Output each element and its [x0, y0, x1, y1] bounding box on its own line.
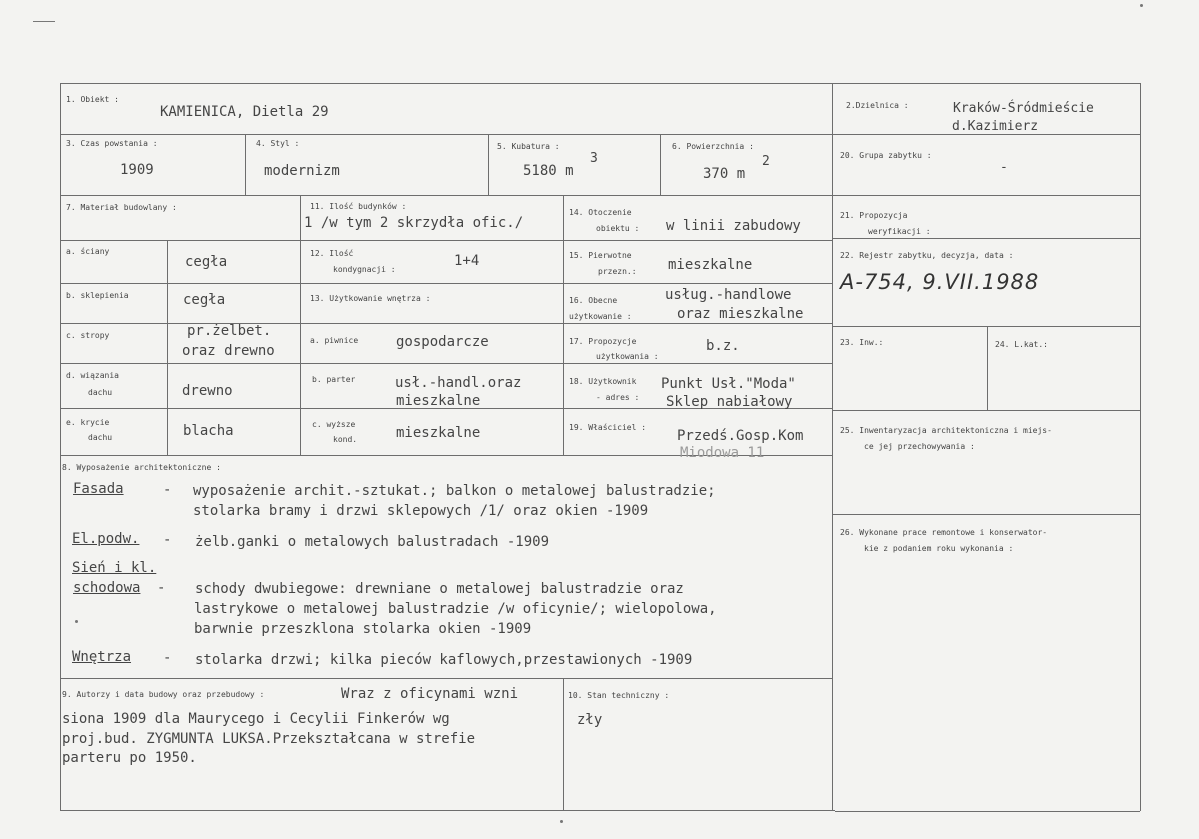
border-bottom	[60, 810, 835, 811]
field-26-label-line1: 26. Wykonane prace remontowe i konserwator-	[840, 528, 1048, 537]
field-25-label-line1: 25. Inwentaryzacja architektoniczna i miejs-	[840, 426, 1052, 435]
wnetrza-heading: Wnętrza	[72, 649, 132, 665]
field-25-label-line2: ce jej przechowywania :	[864, 442, 975, 451]
sien-heading-2: schodowa	[73, 580, 141, 596]
field-15-label1: 15. Pierwotne	[569, 251, 632, 260]
field-c-value-line2: oraz drewno	[182, 343, 275, 359]
border-top	[60, 83, 1140, 84]
field-26-label-line2: kie z podaniem roku wykonania :	[864, 544, 1014, 553]
field-17-label2: użytkowania :	[596, 352, 659, 361]
field-21-label2: weryfikacji :	[868, 227, 931, 236]
field-11-value: 1 /w tym 2 skrzydła ofic./	[304, 215, 524, 231]
el-podw-line1: żelb.ganki o metalowych balustradach -1909	[195, 534, 550, 550]
sien-line2: lastrykowe o metalowej balustradzie /w oficynie/; wielopolowa,	[194, 601, 717, 617]
vline-r2-b	[488, 134, 489, 195]
field-d-value: drewno	[182, 383, 233, 399]
vline-9-10	[563, 678, 564, 810]
field-22-label: 22. Rejestr zabytku, decyzja, data :	[840, 251, 1014, 260]
vline-23-24	[987, 326, 988, 410]
field-5-value: 5180 m	[523, 163, 574, 179]
el-podw-heading: El.podw.	[72, 531, 140, 547]
field-18-label1: 18. Użytkownik	[569, 377, 637, 386]
wnetrza-line1: stolarka drzwi; kilka pieców kaflowych,przestawionych -1909	[195, 652, 693, 668]
field-14-value: w linii zabudowy	[666, 218, 801, 234]
field-18-value-line2: Sklep nabiałowy	[666, 394, 793, 410]
field-9-line3: proj.bud. ZYGMUNTA LUKSA.Przekształcana w strefie	[62, 731, 476, 747]
field-c2-label1: c. wyższe	[312, 420, 356, 429]
field-6-value: 370 m	[703, 166, 746, 182]
field-b-value: cegła	[183, 292, 226, 308]
field-23-label: 23. Inw.:	[840, 338, 884, 347]
field-19-value-line1: Przedś.Gosp.Kom	[677, 428, 804, 444]
field-22-handwritten-value: A-754, 9.VII.1988	[840, 270, 1040, 294]
right-column-divider	[832, 83, 833, 811]
sien-heading-1: Sień i kl.	[72, 560, 157, 576]
border-left	[60, 83, 61, 811]
field-20-value: -	[1000, 160, 1008, 175]
field-12-value: 1+4	[454, 253, 480, 269]
field-a2-label: a. piwnice	[310, 336, 359, 345]
field-9-line2: siona 1909 dla Maurycego i Cecylii Finkerów wg	[62, 711, 450, 727]
field-20-label: 20. Grupa zabytku :	[840, 151, 932, 160]
row-line-5	[60, 323, 832, 324]
wnetrza-dash: -	[163, 650, 172, 666]
field-e-label2: dachu	[88, 433, 113, 442]
field-2-label: 2.Dzielnica :	[846, 101, 909, 110]
field-15-value: mieszkalne	[668, 257, 753, 273]
field-12-label2: kondygnacji :	[333, 265, 396, 274]
field-b2-value-line2: mieszkalne	[396, 393, 481, 409]
field-24-label: 24. L.kat.:	[995, 340, 1048, 349]
field-6-label: 6. Powierzchnia :	[672, 142, 754, 151]
field-17-value: b.z.	[706, 338, 740, 354]
sien-line3: barwnie przeszklona stolarka okien -1909	[194, 621, 532, 637]
border-right	[1140, 83, 1141, 811]
field-4-value: modernizm	[264, 163, 340, 179]
field-5-label: 5. Kubatura :	[497, 142, 560, 151]
field-7-label: 7. Materiał budowlany :	[66, 203, 177, 212]
row-line-2	[60, 195, 1140, 196]
field-b2-value-line1: usł.-handl.oraz	[395, 375, 522, 391]
field-9-line4: parteru po 1950.	[62, 750, 197, 766]
field-10-label: 10. Stan techniczny :	[568, 691, 670, 700]
vline-r2-a	[245, 134, 246, 195]
field-a2-value: gospodarcze	[396, 334, 489, 350]
scan-speck	[1140, 4, 1143, 7]
vline-mid-1	[167, 240, 168, 455]
field-c2-value: mieszkalne	[396, 425, 481, 441]
field-17-label1: 17. Propozycje	[569, 337, 637, 346]
field-6-sup: 2	[762, 154, 770, 169]
field-13-label: 13. Użytkowanie wnętrza :	[310, 294, 431, 303]
field-19-value-line2: Miodowa 11	[680, 445, 765, 461]
row-line-3r	[832, 238, 1140, 239]
field-4-label: 4. Styl :	[256, 139, 300, 148]
row-line-3	[60, 240, 832, 241]
field-10-value: zły	[577, 712, 603, 728]
field-d-label1: d. wiązania	[66, 371, 119, 380]
field-18-label2: - adres :	[596, 393, 640, 402]
field-2-value-line1: Kraków-Śródmieście	[953, 101, 1094, 116]
field-12-label1: 12. Ilość	[310, 249, 354, 258]
field-e-label1: e. krycie	[66, 418, 110, 427]
el-podw-dash: -	[163, 532, 172, 548]
field-c-value-line1: pr.żelbet.	[187, 323, 272, 339]
scan-speck	[560, 820, 563, 823]
row-line-6	[60, 363, 832, 364]
field-e-value: blacha	[183, 423, 234, 439]
scan-speck	[75, 620, 78, 623]
vline-r2-c	[660, 134, 661, 195]
sien-dash: -	[157, 580, 166, 596]
field-3-value: 1909	[120, 162, 154, 178]
field-9-label: 9. Autorzy i data budowy oraz przebudowy :	[62, 690, 265, 699]
field-16-label2: użytkowanie :	[569, 312, 632, 321]
field-5-sup: 3	[590, 151, 598, 166]
field-15-label2: przezn.:	[598, 267, 637, 276]
row-line-9	[60, 678, 832, 679]
field-18-value-line1: Punkt Usł."Moda"	[661, 376, 796, 392]
field-16-value-line1: usług.-handlowe	[665, 287, 792, 303]
field-14-label1: 14. Otoczenie	[569, 208, 632, 217]
fasada-line2: stolarka bramy i drzwi sklepowych /1/ oraz okien -1909	[193, 503, 649, 519]
sien-line1: schody dwubiegowe: drewniane o metalowej balustradzie oraz	[195, 581, 684, 597]
field-d-label2: dachu	[88, 388, 113, 397]
field-16-label1: 16. Obecne	[569, 296, 618, 305]
field-19-label: 19. Właściciel :	[569, 423, 647, 432]
row-line-4	[60, 283, 832, 284]
field-a-value: cegła	[185, 254, 228, 270]
field-11-label: 11. Ilość budynków :	[310, 202, 407, 211]
field-1-value: KAMIENICA, Dietla 29	[160, 104, 329, 120]
row-line-7r	[832, 410, 1140, 411]
field-c2-label2: kond.	[333, 435, 358, 444]
row-line-5r	[832, 326, 1140, 327]
field-16-value-line2: oraz mieszkalne	[677, 306, 804, 322]
field-b-label: b. sklepienia	[66, 291, 129, 300]
vline-mid-2	[300, 195, 301, 455]
field-a-label: a. ściany	[66, 247, 110, 256]
vline-mid-3	[563, 195, 564, 455]
fasada-dash: -	[163, 482, 172, 498]
field-b2-label: b. parter	[312, 375, 356, 384]
field-3-label: 3. Czas powstania :	[66, 139, 158, 148]
field-2-value-line2: d.Kazimierz	[952, 119, 1039, 134]
border-bottom-right	[835, 811, 1140, 812]
field-14-label2: obiektu :	[596, 224, 640, 233]
fasada-heading: Fasada	[73, 481, 124, 497]
field-c-label: c. stropy	[66, 331, 110, 340]
field-1-label: 1. Obiekt :	[66, 95, 119, 104]
row-line-8r	[832, 514, 1140, 515]
corner-mark	[33, 21, 55, 22]
fasada-line1: wyposażenie archit.-sztukat.; balkon o metalowej balustradzie;	[193, 483, 716, 499]
field-8-label: 8. Wyposażenie architektoniczne :	[62, 463, 221, 472]
field-9-line1: Wraz z oficynami wzni	[341, 686, 519, 702]
field-21-label1: 21. Propozycja	[840, 211, 908, 220]
